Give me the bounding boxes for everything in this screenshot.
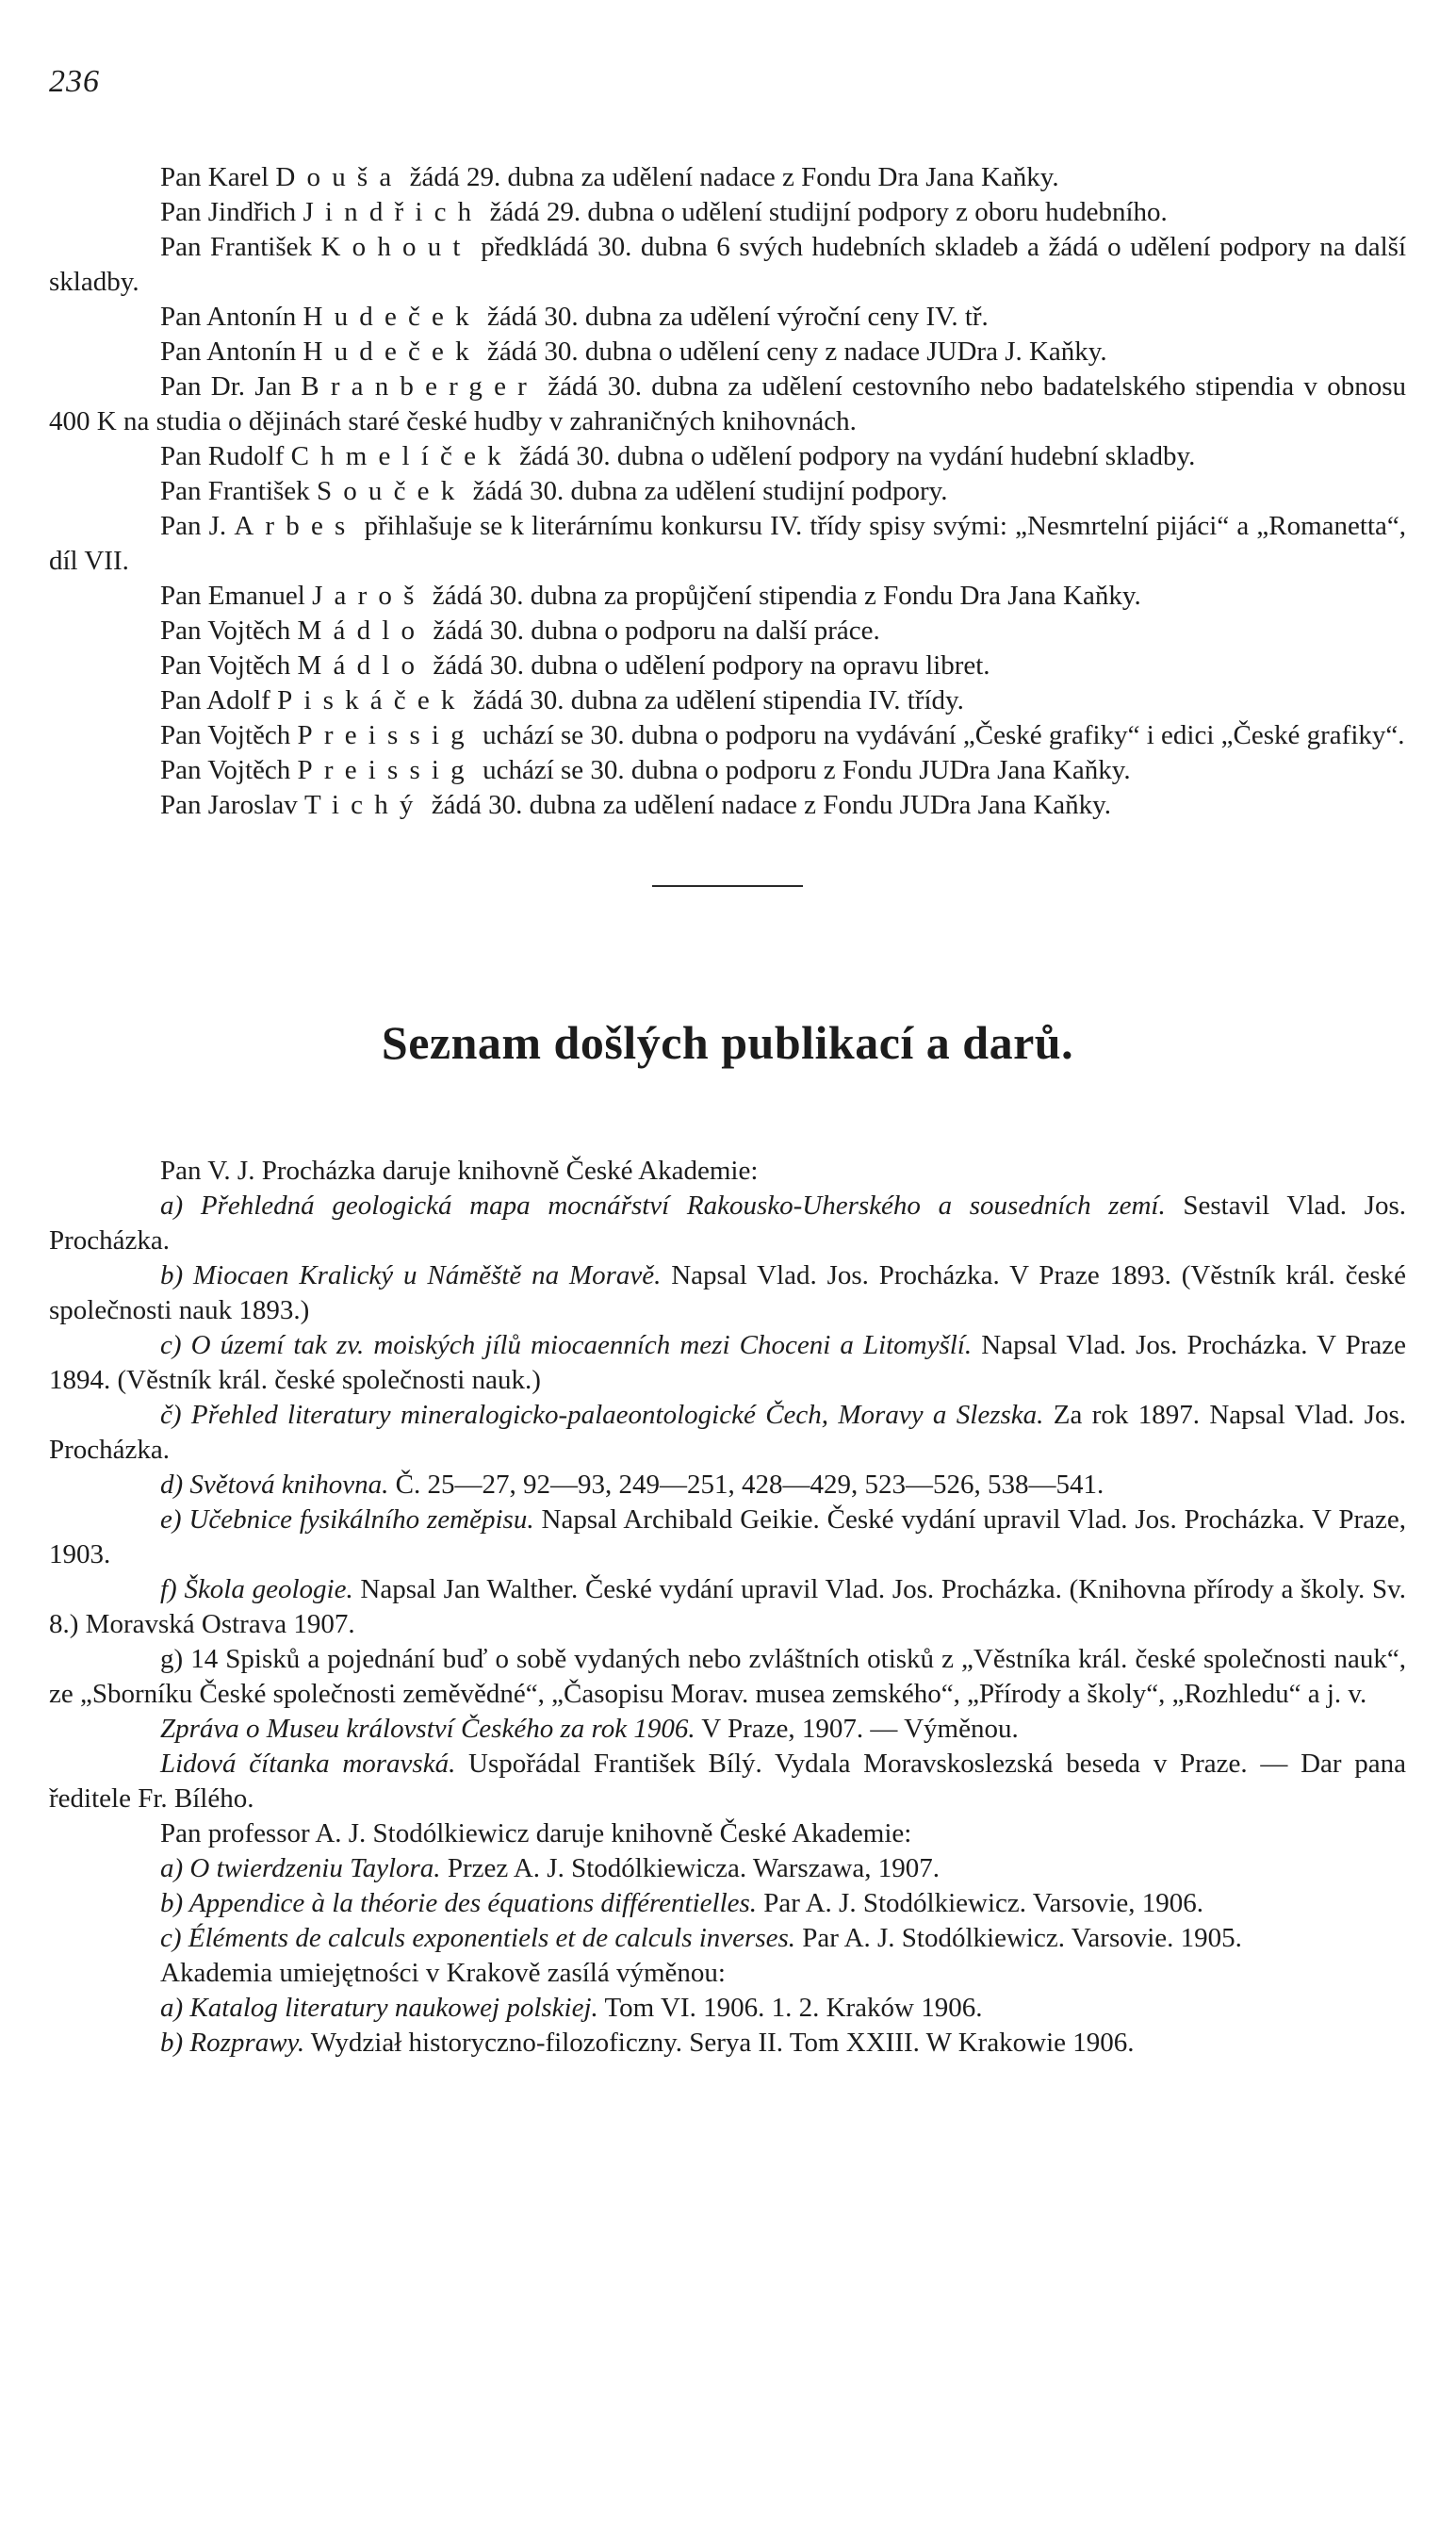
request-entry: Pan Karel Douša žádá 29. dubna za udělení nadace z Fondu Dra Jana Kaňky.	[160, 162, 1059, 192]
publication-title: Appendice à la théorie des équations différentielles.	[188, 1888, 758, 1918]
publication-entry: d) Světová knihovna. Č. 25—27, 92—93, 249—251, 428—429, 523—526, 538—541.	[160, 1470, 1104, 1500]
person-surname: Preissig	[297, 720, 476, 750]
request-entry: Pan Vojtěch Preissig uchází se 30. dubna o podporu na vydávání „České grafiky“ i edici „České grafiky“.	[160, 720, 1405, 750]
request-entry: Pan Emanuel Jaroš žádá 30. dubna za propůjčení stipendia z Fondu Dra Jana Kaňky.	[160, 581, 1141, 611]
publication-entry: Pan V. J. Procházka daruje knihovně České Akademie:	[160, 1156, 759, 1186]
request-entry: Pan František Souček žádá 30. dubna za udělení studijní podpory.	[160, 476, 948, 506]
person-surname: Hudeček	[303, 337, 481, 367]
request-entry: Pan Jaroslav Tichý žádá 30. dubna za udělení nadace z Fondu JUDra Jana Kaňky.	[160, 790, 1112, 820]
publication-title: O území tak zv. moiských jílů miocaenních mezi Choceni a Litomyšlí.	[190, 1330, 973, 1360]
publication-title: Katalog literatury naukowej polskiej.	[189, 1993, 598, 2023]
person-surname: Jaroš	[312, 581, 426, 611]
publication-title: Éléments de calculs exponentiels et de calculs inverses.	[188, 1923, 796, 1953]
section-heading: Seznam došlých publikací a darů.	[381, 1016, 1074, 1069]
person-surname: Kohout	[320, 232, 472, 262]
publication-title: Světová knihovna.	[189, 1470, 389, 1500]
publication-entry: Zpráva o Museu království Českého za rok 1906. V Praze, 1907. — Výměnou.	[160, 1714, 1019, 1744]
publication-title: Učebnice fysikálního zeměpisu.	[188, 1504, 534, 1535]
section-divider	[652, 885, 803, 887]
request-entry: Pan Vojtěch Mádlo žádá 30. dubna o podporu na další práce.	[160, 616, 880, 646]
publication-title: Miocaen Kralický u Náměště na Moravě.	[193, 1260, 662, 1290]
publication-entry: a) O twierdzeniu Taylora. Przez A. J. Stodólkiewicza. Warszawa, 1907.	[160, 1853, 941, 1883]
publications-list	[49, 1154, 1406, 2061]
person-surname: Arbes	[234, 511, 357, 541]
publication-entry: c) O území tak zv. moiských jílů miocaenních mezi Choceni a Litomyšlí. Napsal Vlad. Jos. Procházka. V Praze 1894. (Věstník král. české společnosti nauk.)	[49, 1330, 1407, 1395]
publication-entry: b) Miocaen Kralický u Náměště na Moravě. Napsal Vlad. Jos. Procházka. V Praze 1893. (Věstník král. české společnosti nauk 1893.)	[49, 1260, 1406, 1325]
person-surname: Hudeček	[303, 302, 481, 332]
publication-entry: Akademia umiejętności v Krakově zasílá výměnou:	[160, 1958, 726, 1988]
request-entry: Pan Vojtěch Preissig uchází se 30. dubna o podporu z Fondu JUDra Jana Kaňky.	[160, 755, 1131, 785]
publication-entry: č) Přehled literatury mineralogicko-palaeontologické Čech, Moravy a Slezska. Za rok 1897. Napsal Vlad. Jos. Procházka.	[49, 1400, 1406, 1465]
person-surname: Piskáček	[277, 685, 466, 715]
person-surname: Douša	[275, 162, 403, 192]
request-entry: Pan Dr. Jan Branberger žádá 30. dubna za udělení cestovního nebo badatelského stipendia v obnosu 400 K na studia o dějinách staré české hudby v zahraničných knihovnách.	[49, 371, 1406, 436]
page-number: 236	[49, 64, 100, 99]
publication-title: Škola geologie.	[184, 1574, 353, 1604]
publication-title: Zpráva o Museu království Českého za rok 1906.	[160, 1714, 695, 1744]
person-surname: Chmelíček	[290, 441, 513, 471]
person-surname: Souček	[316, 476, 466, 506]
publication-entry: Lidová čítanka moravská. Uspořádal František Bílý. Vydala Moravskoslezská beseda v Praze. — Dar pana ředitele Fr. Bílého.	[49, 1749, 1406, 1814]
publication-title: O twierdzeniu Taylora.	[189, 1853, 441, 1883]
publication-entry: b) Rozprawy. Wydział historyczno-filozoficzny. Serya II. Tom XXIII. W Krakowie 1906.	[160, 2028, 1135, 2058]
publication-entry: g) 14 Spisků a pojednání buď o sobě vydaných nebo zvláštních otisků z „Věstníka král. české společnosti nauk“, ze „Sborníku České společnosti zeměvědné“, „Časopisu Morav. musea zemského“, „Přírody a školy“, „Rozhledu“ a j. v.	[49, 1644, 1406, 1709]
request-entry: Pan Antonín Hudeček žádá 30. dubna o udělení ceny z nadace JUDra J. Kaňky.	[160, 337, 1107, 367]
requests-list	[49, 160, 1406, 823]
publication-title: Rozprawy.	[189, 2028, 305, 2058]
publication-entry: f) Škola geologie. Napsal Jan Walther. České vydání upravil Vlad. Jos. Procházka. (Knihovna přírody a školy. Sv. 8.) Moravská Ostrava 1907.	[49, 1574, 1406, 1639]
publication-entry: Pan professor A. J. Stodólkiewicz daruje knihovně České Akademie:	[160, 1818, 912, 1848]
request-entry: Pan Vojtěch Mádlo žádá 30. dubna o udělení podpory na opravu libret.	[160, 650, 990, 681]
person-surname: Jindřich	[303, 197, 483, 227]
request-entry: Pan J. Arbes přihlašuje se k literárnímu konkursu IV. třídy spisy svými: „Nesmrtelní pijáci“ a „Romanetta“, díl VII.	[49, 511, 1406, 576]
publication-entry: e) Učebnice fysikálního zeměpisu. Napsal Archibald Geikie. České vydání upravil Vlad. Jos. Procházka. V Praze, 1903.	[49, 1504, 1407, 1569]
request-entry: Pan Jindřich Jindřich žádá 29. dubna o udělení studijní podpory z oboru hudebního.	[160, 197, 1168, 227]
request-entry: Pan Rudolf Chmelíček žádá 30. dubna o udělení podpory na vydání hudební skladby.	[160, 441, 1196, 471]
publication-entry: b) Appendice à la théorie des équations différentielles. Par A. J. Stodólkiewicz. Varsovie, 1906.	[160, 1888, 1203, 1918]
publication-entry: c) Éléments de calculs exponentiels et de calculs inverses. Par A. J. Stodólkiewicz. Varsovie. 1905.	[160, 1923, 1242, 1953]
publication-title: Přehledná geologická mapa mocnářství Rakousko-Uherského a sousedních zemí.	[200, 1191, 1166, 1221]
publication-title: Přehled literatury mineralogicko-palaeontologické Čech, Moravy a Slezska.	[190, 1400, 1044, 1430]
person-surname: Preissig	[297, 755, 476, 785]
publication-entry: a) Přehledná geologická mapa mocnářství Rakousko-Uherského a sousedních zemí. Sestavil Vlad. Jos. Procházka.	[49, 1191, 1406, 1256]
request-entry: Pan Antonín Hudeček žádá 30. dubna za udělení výroční ceny IV. tř.	[160, 302, 989, 332]
person-surname: Branberger	[301, 371, 539, 402]
page-body	[49, 160, 1406, 2061]
publication-title: Lidová čítanka moravská.	[160, 1749, 456, 1779]
person-surname: Tichý	[304, 790, 425, 820]
person-surname: Mádlo	[297, 616, 427, 646]
publication-entry: a) Katalog literatury naukowej polskiej. Tom VI. 1906. 1. 2. Kraków 1906.	[160, 1993, 983, 2023]
person-surname: Mádlo	[297, 650, 427, 681]
request-entry: Pan Adolf Piskáček žádá 30. dubna za udělení stipendia IV. třídy.	[160, 685, 964, 715]
request-entry: Pan František Kohout předkládá 30. dubna 6 svých hudebních skladeb a žádá o udělení podpory na další skladby.	[49, 232, 1407, 297]
